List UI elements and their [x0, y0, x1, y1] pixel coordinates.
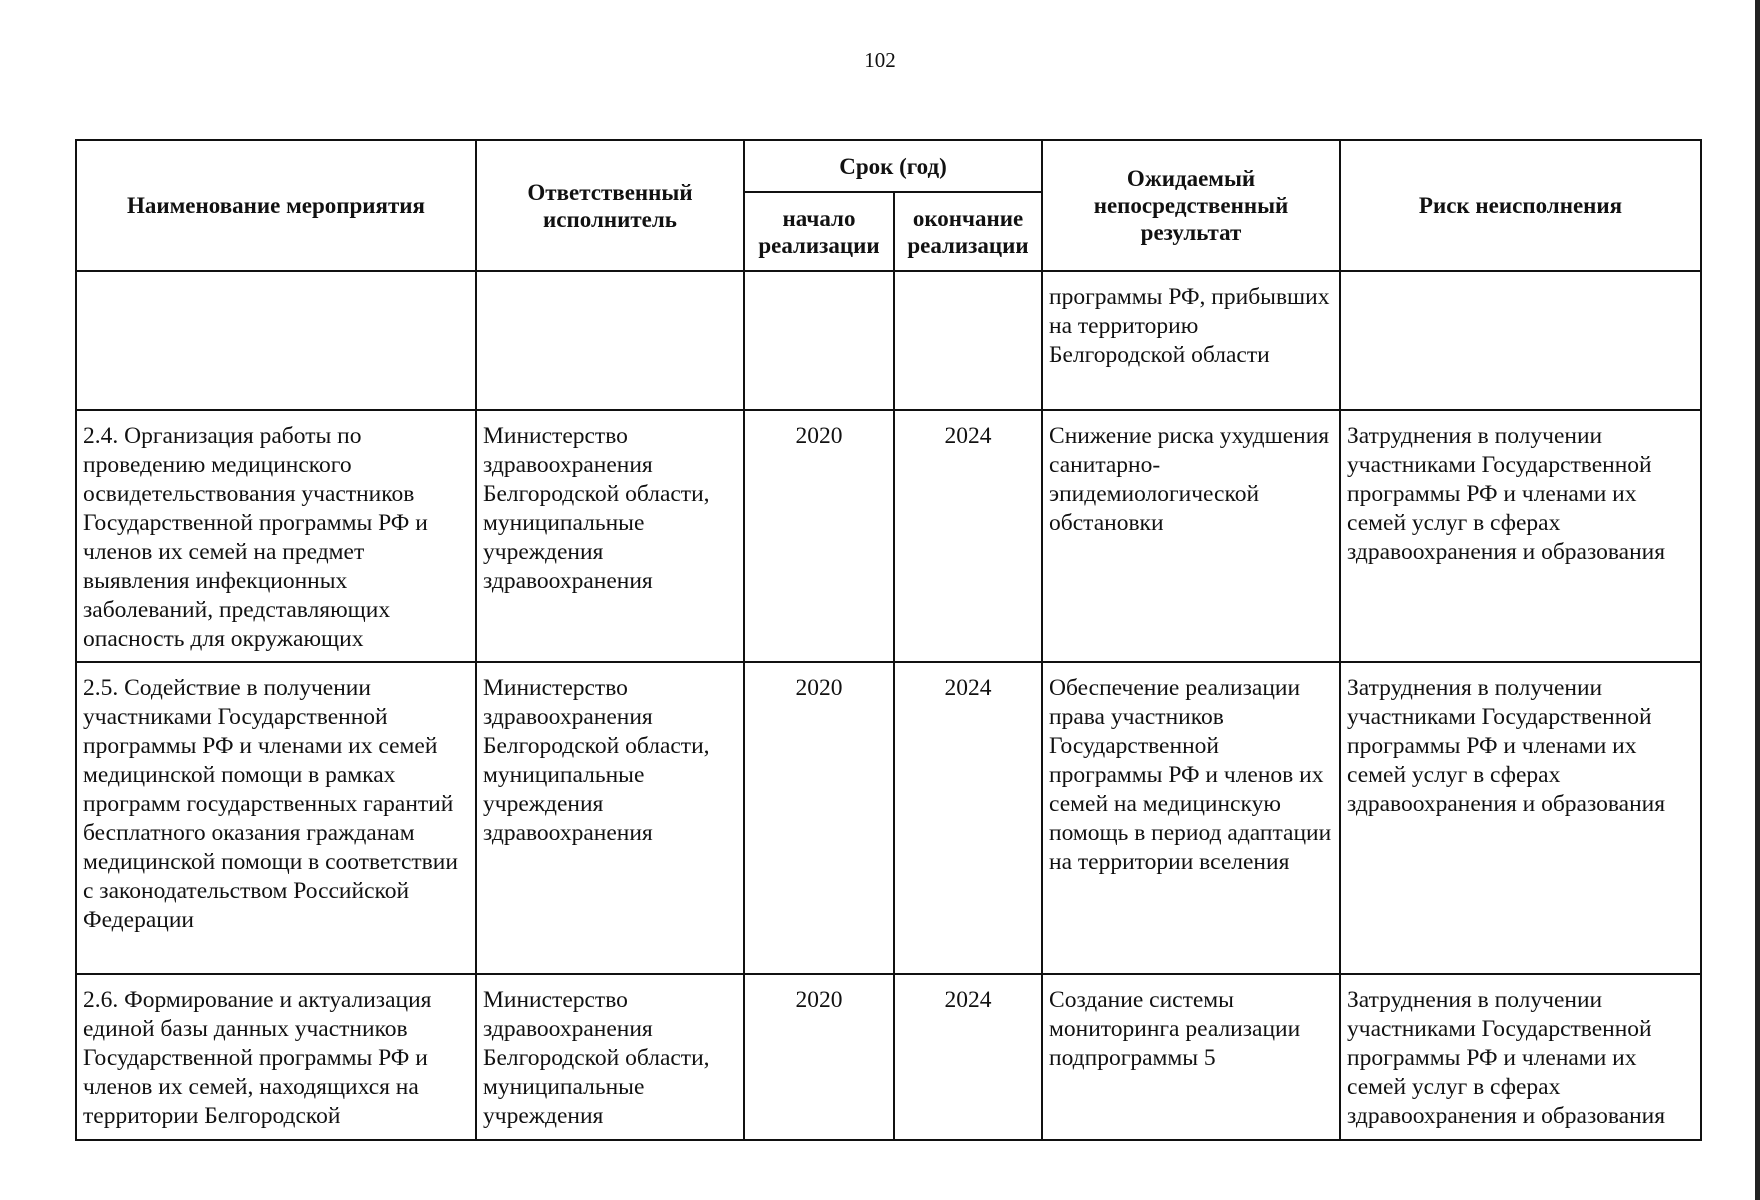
- cell-result: Обеспечение реализации права участников Государственной программы РФ и членов их семей на медицинскую помощь в период адаптации на территории вселения: [1042, 662, 1340, 974]
- header-executor: Ответственный исполнитель: [476, 140, 744, 271]
- header-term: Срок (год): [744, 140, 1042, 192]
- cell-start: 2020: [744, 974, 894, 1140]
- cell-executor: Министерство здравоохранения Белгородской области, муниципальные учреждения здравоохранения: [476, 410, 744, 662]
- cell-name: 2.4. Организация работы по проведению медицинского освидетельствования участников Государственной программы РФ и членов их семей на предмет выявления инфекционных заболеваний, представляющих опасность для окружающих: [76, 410, 476, 662]
- cell-result: Создание системы мониторинга реализации подпрограммы 5: [1042, 974, 1340, 1140]
- table-row: [76, 974, 1701, 1140]
- cell-risk: Затруднения в получении участниками Государственной программы РФ и членами их семей услуг в сферах здравоохранения и образования: [1340, 410, 1701, 662]
- header-name: Наименование мероприятия: [76, 140, 476, 271]
- cell-end: [894, 271, 1042, 410]
- cell-executor: [476, 271, 744, 410]
- cell-start: [744, 271, 894, 410]
- measures-table: [75, 139, 1702, 1141]
- cell-name: 2.6. Формирование и актуализация единой базы данных участников Государственной программы РФ и членов их семей, находящихся на территории Белгородской: [76, 974, 476, 1140]
- cell-end: 2024: [894, 974, 1042, 1140]
- cell-name: 2.5. Содействие в получении участниками Государственной программы РФ и членами их семей медицинской помощи в рамках программ государственных гарантий бесплатного оказания гражданам медицинской помощи в соответствии с законодательством Российской Федерации: [76, 662, 476, 974]
- header-risk: Риск неисполнения: [1340, 140, 1701, 271]
- table-row: [76, 410, 1701, 662]
- cell-risk: Затруднения в получении участниками Государственной программы РФ и членами их семей услуг в сферах здравоохранения и образования: [1340, 974, 1701, 1140]
- cell-risk: Затруднения в получении участниками Государственной программы РФ и членами их семей услуг в сферах здравоохранения и образования: [1340, 662, 1701, 974]
- page-number: 102: [864, 48, 896, 72]
- cell-start: 2020: [744, 410, 894, 662]
- cell-result: Снижение риска ухудшения санитарно-эпидемиологической обстановки: [1042, 410, 1340, 662]
- cell-risk: [1340, 271, 1701, 410]
- cell-start: 2020: [744, 662, 894, 974]
- header-end: окончание реализации: [894, 192, 1042, 271]
- cell-end: 2024: [894, 662, 1042, 974]
- cell-executor: Министерство здравоохранения Белгородской области, муниципальные учреждения: [476, 974, 744, 1140]
- header-start: начало реализации: [744, 192, 894, 271]
- header-result: Ожидаемый непосредственный результат: [1042, 140, 1340, 271]
- cell-name: [76, 271, 476, 410]
- table-row: [76, 271, 1701, 410]
- table-row: [76, 662, 1701, 974]
- cell-end: 2024: [894, 410, 1042, 662]
- cell-result: программы РФ, прибывших на территорию Белгородской области: [1042, 271, 1340, 410]
- scan-edge-border: [1755, 0, 1760, 1200]
- cell-executor: Министерство здравоохранения Белгородской области, муниципальные учреждения здравоохранения: [476, 662, 744, 974]
